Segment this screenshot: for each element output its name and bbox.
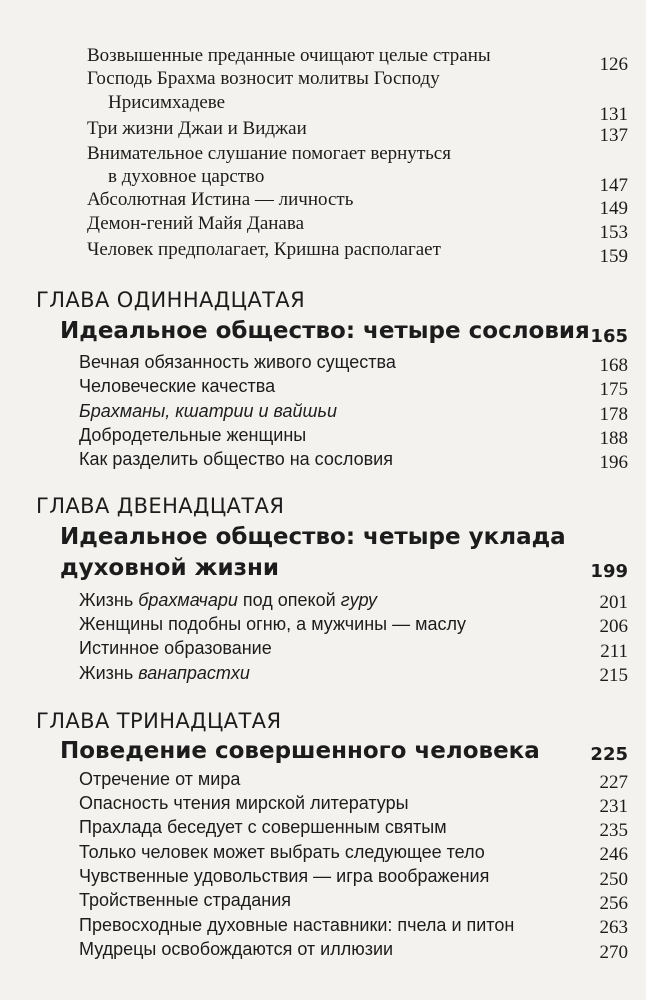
toc-subentry-page: 201	[599, 592, 628, 613]
toc-subentry-page: 256	[599, 893, 628, 914]
toc-entry-title: Господь Брахма возносит молитвы Господу	[87, 68, 440, 89]
toc-entry-title: Демон-гений Майя Данава	[87, 213, 305, 234]
toc-entry-title: Абсолютная Истина — личность	[87, 189, 354, 210]
toc-subentry-page: 250	[599, 869, 628, 890]
toc-entry-title: Три жизни Джаи и Виджаи	[87, 118, 307, 139]
toc-subentry-page: 168	[599, 355, 628, 376]
toc-entry-title: Человек предполагает, Кришна располагает	[87, 239, 441, 260]
chapter-title: Поведение совершенного человека	[60, 738, 540, 764]
toc-subentry-title: Прахлада беседует с совершенным святым	[79, 817, 447, 837]
toc-subentry-title: Тройственные страдания	[79, 890, 292, 910]
chapter-title: Идеальное общество: четыре уклада	[60, 524, 566, 550]
toc-subentry-title: Как разделить общество на сословия	[79, 449, 393, 469]
toc-subentry-title: Брахманы, кшатрии и вайшьи	[79, 401, 337, 421]
chapter-label: ГЛАВА ДВЕНАДЦАТАЯ	[36, 494, 285, 518]
toc-subentry-page: 178	[599, 404, 628, 425]
toc-subentry-title: Истинное образование	[79, 638, 272, 658]
toc-subentry-page: 235	[599, 820, 628, 841]
toc-subentry-title: Мудрецы освобождаются от иллюзии	[79, 939, 394, 959]
toc-subentry-title: Добродетельные женщины	[79, 425, 307, 445]
toc-subentry-title: Только человек может выбрать следующее тело	[79, 842, 485, 862]
toc-subentry-page: 227	[599, 772, 628, 793]
chapter-label: ГЛАВА ТРИНАДЦАТАЯ	[36, 709, 282, 733]
toc-subentry-page: 270	[599, 942, 628, 963]
toc-entry-page: 159	[599, 246, 628, 267]
chapter-title: Идеальное общество: четыре сословия	[60, 318, 590, 344]
toc-subentry-page: 246	[599, 844, 628, 865]
toc-subentry-title: Чувственные удовольствия — игра воображения	[79, 866, 490, 886]
toc-entry-page: 137	[599, 125, 628, 146]
toc-subentry-page: 196	[599, 452, 628, 473]
toc-subentry-title: Женщины подобны огню, а мужчины — маслу	[79, 614, 467, 634]
toc-entry-title-cont: в духовное царство	[108, 166, 265, 187]
toc-subentry-title: Вечная обязанность живого существа	[79, 352, 396, 372]
toc-entry-title: Возвышенные преданные очищают целые страны	[87, 45, 491, 66]
toc-subentry-title: Отречение от мира	[79, 769, 241, 789]
chapter-label: ГЛАВА ОДИННАДЦАТАЯ	[36, 288, 306, 312]
toc-entry-page: 126	[599, 54, 628, 75]
toc-subentry-title: Превосходные духовные наставники: пчела и питон	[79, 915, 515, 935]
toc-subentry-page: 175	[599, 379, 628, 400]
toc-subentry-page: 215	[599, 665, 628, 686]
chapter-page: 225	[590, 744, 628, 765]
toc-entry-page: 147	[599, 175, 628, 196]
chapter-title-cont: духовной жизни	[60, 555, 279, 581]
toc-subentry-page: 206	[599, 616, 628, 637]
toc-subentry-title: Жизнь брахмачари под опекой гуру	[79, 590, 377, 610]
toc-entry-page: 153	[599, 222, 628, 243]
chapter-page: 165	[590, 326, 628, 347]
toc-entry-page: 131	[599, 104, 628, 125]
toc-subentry-title: Человеческие качества	[79, 376, 276, 396]
toc-subentry-page: 263	[599, 917, 628, 938]
toc-entry-page: 149	[599, 198, 628, 219]
toc-subentry-page: 211	[600, 641, 628, 662]
toc-subentry-title: Жизнь ванапрастхи	[79, 663, 250, 683]
toc-entry-title: Внимательное слушание помогает вернуться	[87, 143, 451, 164]
toc-subentry-page: 188	[599, 428, 628, 449]
toc-entry-title-cont: Нрисимхадеве	[108, 92, 226, 113]
toc-subentry-title: Опасность чтения мирской литературы	[79, 793, 409, 813]
toc-subentry-page: 231	[599, 796, 628, 817]
chapter-page: 199	[590, 561, 628, 582]
